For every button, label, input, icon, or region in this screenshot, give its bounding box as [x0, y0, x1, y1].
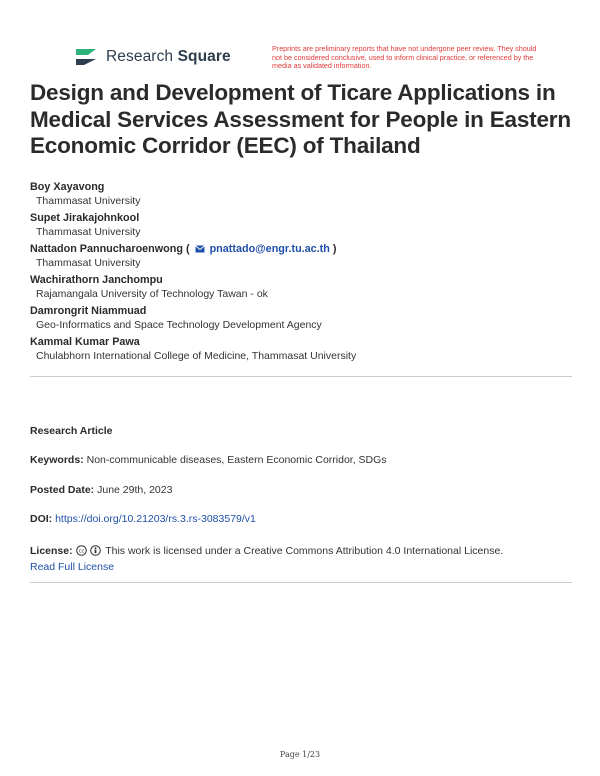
license-row — [30, 543, 580, 575]
author-name: Boy Xayavong — [30, 181, 105, 193]
author-entry — [30, 335, 580, 364]
author-affiliation: Chulabhorn International College of Medicine, Thammasat University — [36, 350, 357, 362]
creative-commons-icon — [76, 545, 87, 556]
doi-label: DOI: — [30, 513, 53, 525]
author-name — [30, 242, 580, 256]
author-entry — [30, 211, 580, 240]
research-square-logo[interactable] — [74, 47, 231, 67]
divider — [30, 582, 572, 583]
svg-text:cc: cc — [78, 548, 84, 555]
email-open-paren: ( — [185, 243, 190, 255]
keywords-label: Keywords: — [30, 454, 84, 466]
doi-row — [30, 513, 580, 525]
license-label: License: — [30, 545, 73, 557]
author-entry — [30, 273, 580, 302]
keywords-value: Non-communicable diseases, Eastern Economic Corridor, SDGs — [86, 454, 387, 466]
author-entry — [30, 304, 580, 333]
keywords-row — [30, 454, 580, 466]
page-number: Page 1/23 — [279, 750, 321, 759]
author-affiliation: Thammasat University — [36, 226, 141, 238]
author-name-text: Nattadon Pannucharoenwong — [30, 243, 183, 255]
read-full-license-link[interactable]: Read Full License — [30, 561, 115, 573]
author-name: Kammal Kumar Pawa — [30, 336, 140, 348]
posted-date-label: Posted Date: — [30, 484, 95, 496]
attribution-icon — [90, 545, 101, 556]
paper-title: Design and Development of Ticare Applications in Medical Services Assessment for People in Eastern Economic Corridor (EEC) of Thailand — [30, 80, 571, 158]
posted-date-value: June 29th, 2023 — [97, 484, 173, 496]
author-email-link[interactable]: pnattado@engr.tu.ac.th — [209, 243, 330, 255]
author-affiliation: Geo-Informatics and Space Technology Development Agency — [36, 319, 322, 331]
license-text: This work is licensed under a Creative Commons Attribution 4.0 International License. — [105, 545, 504, 557]
author-entry — [30, 180, 580, 209]
article-type: Research Article — [30, 425, 113, 437]
author-name: Supet Jirakajohnkool — [30, 212, 140, 224]
author-list — [30, 180, 580, 366]
logo-mark-icon — [74, 47, 98, 67]
author-entry — [30, 242, 580, 271]
envelope-icon — [195, 245, 205, 253]
divider — [30, 376, 572, 377]
posted-date-row — [30, 484, 580, 496]
logo-text: Research Square — [106, 48, 231, 65]
doi-link[interactable]: https://doi.org/10.21203/rs.3.rs-3083579/v1 — [55, 513, 256, 525]
author-affiliation: Rajamangala University of Technology Tawan - ok — [36, 288, 268, 300]
author-name: Wachirathorn Janchompu — [30, 274, 163, 286]
author-name: Damrongrit Niammuad — [30, 305, 147, 317]
preprint-notice: Preprints are preliminary reports that have not undergone peer review. They should not be considered conclusive, used to inform clinical practice, or referenced by the media as validated information. — [272, 44, 537, 71]
email-close-paren: ) — [332, 243, 337, 255]
author-affiliation: Thammasat University — [36, 257, 141, 269]
author-affiliation: Thammasat University — [36, 195, 141, 207]
